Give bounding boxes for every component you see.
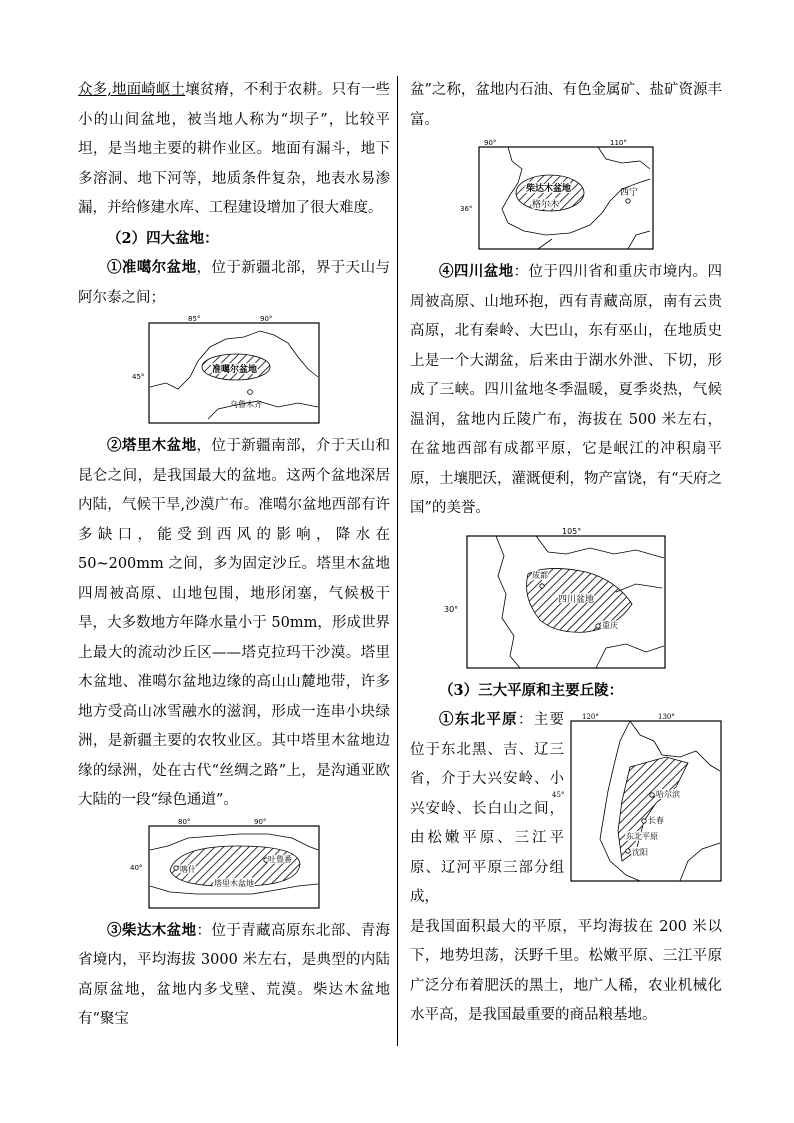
map3-lat: 36° <box>460 205 473 213</box>
map2-lat: 40° <box>130 863 143 872</box>
map4-lat: 30° <box>444 604 459 614</box>
northeast-plain-title: ①东北平原 <box>439 711 518 728</box>
qaidam-basin-map <box>460 139 654 251</box>
map2-basin-label: 塔里木盆地 <box>214 878 254 888</box>
map1-city-label: 乌鲁木齐 <box>230 400 262 409</box>
sichuan-title: ④四川盆地 <box>439 263 514 280</box>
underlined-text-2: 土 <box>170 82 186 98</box>
qaidam-text: ：位于青藏高原东北部、青海省境内，平均海拔 3000 米左右，是典型的内陆高原盆地，盆地内多戈壁、荒漠。柴达木盆地有“聚宝 <box>78 922 390 1027</box>
map2-lon1: 80° <box>178 817 191 826</box>
qaidam-title: ③柴达木盆地 <box>107 921 197 939</box>
map5-lon1: 120° <box>582 713 599 721</box>
chengdu-dot <box>540 583 544 587</box>
shenyang-dot <box>626 849 630 853</box>
northeast-plain-text-a: ：主要位于东北黑、吉、辽三省，介于大兴安岭、小兴安岭、长白山之间，由松嫩平原、三江平原、辽河平原三部分组成， <box>410 712 565 905</box>
karst-text: 壤贫瘠，不利于农耕。只有一些小的山间盆地，被当地人称为“坝子”，比较平坦，是当地主要的耕作业区。地面有漏斗，地下多溶洞、地下河等，地质条件复杂，地表水易渗漏，并给修建水库、工程建设增加了很大难度。 <box>78 82 391 216</box>
sichuan-basin-map <box>444 526 666 670</box>
junggar-text: ，位于新疆北部，界于天山与阿尔泰之间； <box>78 260 390 306</box>
karst-paragraph <box>78 76 390 224</box>
chongqing-dot <box>596 623 600 627</box>
map1-basin-label: 准噶尔盆地 <box>212 365 258 375</box>
map5-city2-label: 长春 <box>648 816 664 825</box>
tarim-basin-map <box>130 817 320 910</box>
sichuan-paragraph <box>410 257 722 524</box>
map3-basin-label: 柴达木盆地 <box>526 184 572 194</box>
tarim-text: ，位于新疆南部，介于天山和昆仑之间，是我国最大的盆地。这两个盆地深居内陆，气候干旱,沙漠广布。准噶尔盆地西部有许多缺口，能受到西风的影响，降水在 50~200mm 之间，多为固定沙丘。塔里木盆地四周被高原、山地包围，地形闭塞，气候极干旱，大多数地方年降水量小于 50mm，形成世界上最大的流动沙丘区——塔克拉玛干沙漠。塔里木盆地、准噶尔盆地边缘的高山山麓地带，许多地方受高山冰雪融水的滋润，形成一连串小块绿洲，是新疆主要的农牧业区。其中塔里木盆地边缘的绿洲，处在古代“丝绸之路”上，是沟通亚欧大陆的一段“绿色通道”。 <box>78 438 390 808</box>
northeast-plain-map <box>552 711 722 883</box>
map4-city2-label: 重庆 <box>602 620 618 630</box>
changchun-dot <box>642 819 646 823</box>
urumqi-dot <box>248 390 253 395</box>
tarim-paragraph <box>78 431 390 816</box>
junggar-title: ①准噶尔盆地 <box>107 259 197 276</box>
map2-city2-label: 吐鲁番 <box>268 854 292 864</box>
right-column <box>410 76 722 1031</box>
tarim-title: ②塔里木盆地 <box>107 437 197 454</box>
qaidam-paragraph <box>78 916 390 1035</box>
northeast-plain-paragraph <box>410 705 564 913</box>
map2-lon2: 90° <box>254 817 267 826</box>
kashgar-dot <box>174 865 178 869</box>
map5-city3-label: 沈阳 <box>632 848 648 857</box>
map4-basin-label: 四川盆地 <box>558 594 595 605</box>
underlined-text: 众多,地面崎岖 <box>78 82 171 98</box>
map5-lat: 45° <box>552 791 565 799</box>
map4-city1-label: 成都 <box>532 570 548 580</box>
map3-lon2: 110° <box>610 139 627 147</box>
map4-lon: 105° <box>562 526 582 536</box>
sichuan-text: ：位于四川省和重庆市境内。四周被高原、山地环抱，西有青藏高原，南有云贵高原，北有秦岭、大巴山，东有巫山，在地质史上是一个大湖盆，后来由于湖水外泄、下切，形成了三峡。四川盆地冬季温暖，夏季炎热，气候温润，盆地内丘陵广布，海拔在 500 米左右，在盆地西部有成都平原，它是岷江的冲积扇平原，土壤肥沃，灌溉便利，物产富饶，有“天府之国”的美誉。 <box>410 264 723 516</box>
northeast-plain-block <box>410 705 722 913</box>
map1-lon1: 85° <box>188 315 201 323</box>
map1-lat: 45° <box>132 373 145 381</box>
map3-city-label: 西宁 <box>620 188 639 198</box>
column-divider <box>397 76 398 1046</box>
junggar-paragraph <box>78 253 390 313</box>
map3-lon1: 90° <box>484 139 497 147</box>
map3-town-label: 格尔木 <box>532 200 560 210</box>
xining-dot <box>626 199 630 203</box>
map2-city1-label: 喀什 <box>180 864 196 874</box>
map5-plain-label: 东北平原 <box>626 832 658 841</box>
section-heading-basins: （2）四大盆地： <box>107 229 219 247</box>
harbin-dot <box>650 793 654 797</box>
map5-city1-label: 哈尔滨 <box>656 790 680 799</box>
map5-lon2: 130° <box>658 713 675 721</box>
left-column <box>78 76 390 1035</box>
junggar-basin-map <box>132 315 320 425</box>
northeast-plain-paragraph-cont: 是我国面积最大的平原，平均海拔在 200 米以下，地势坦荡，沃野千里。松嫩平原、三江平原广泛分布着肥沃的黑土，地广人稀，农业机械化水平高，是我国最重要的商品粮基地。 <box>410 918 722 1023</box>
qaidam-continued: 盆”之称，盆地内石油、有色金属矿、盐矿资源丰富。 <box>410 82 722 128</box>
map1-lon2: 90° <box>260 315 273 323</box>
section-heading-plains: （3）三大平原和主要丘陵： <box>439 681 624 699</box>
